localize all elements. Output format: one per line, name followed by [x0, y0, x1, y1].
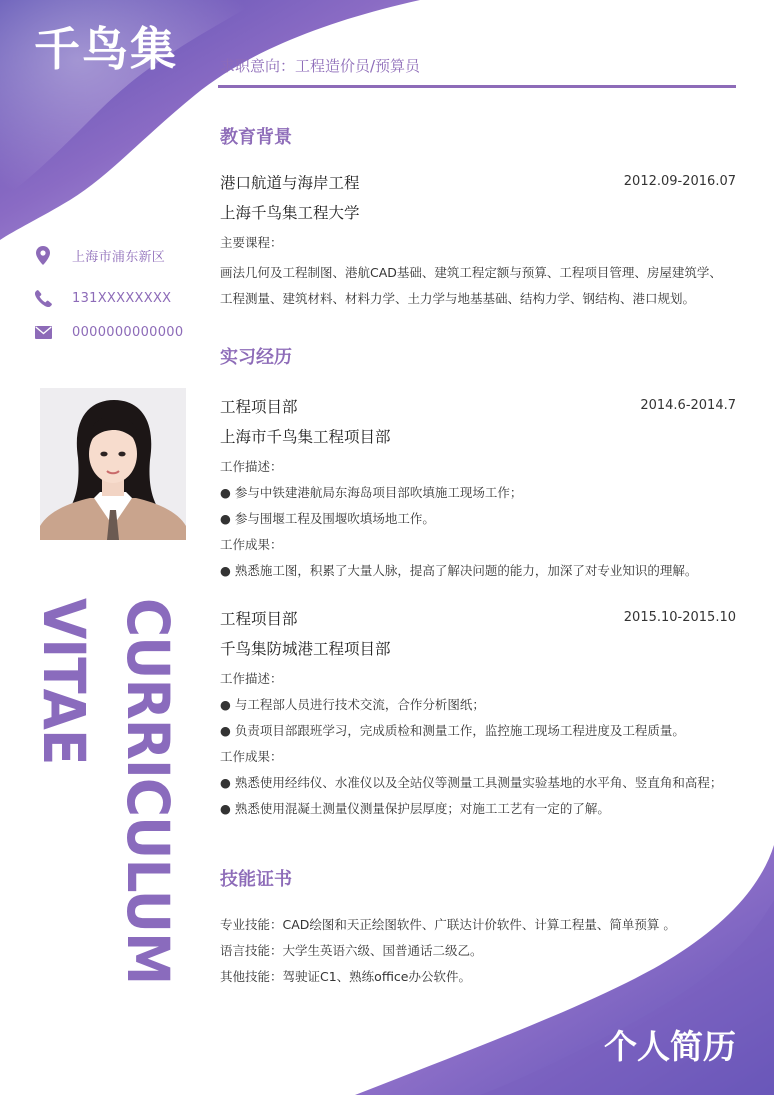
email-text: 0000000000000: [72, 324, 184, 340]
courses-line: 工程测量、建筑材料、材料力学、土力学与地基基础、结构力学、钢结构、港口规划。: [220, 291, 696, 306]
work-description-label: 工作描述：: [220, 459, 283, 474]
experience-entry: [220, 394, 738, 584]
address-text: 上海市浦东新区: [72, 249, 166, 265]
objective-divider: [218, 85, 736, 88]
experience-section: [220, 346, 738, 822]
experience-date: 2015.10-2015.10: [623, 610, 736, 625]
experience-dept: 工程项目部: [220, 610, 298, 628]
courses-label: 主要课程：: [220, 235, 283, 250]
education-entry-head: [220, 170, 738, 196]
experience-entry-head: [220, 606, 738, 632]
education-section: [220, 126, 738, 312]
skill-item: 其他技能：驾驶证C1、熟练office办公软件。: [220, 969, 471, 984]
curriculum-vertical-text: CURRICULUM: [114, 598, 182, 985]
skills-section: [220, 868, 738, 990]
experience-heading: 实习经历: [220, 347, 292, 368]
work-result-label: 工作成果：: [220, 537, 283, 552]
brand-name: 千鸟集: [34, 22, 178, 76]
work-result-item: ● 熟悉使用混凝土测量仪测量保护层厚度；对施工工艺有一定的了解。: [220, 801, 610, 816]
footer-title: 个人简历: [604, 1027, 736, 1066]
experience-company: 千鸟集防城港工程项目部: [220, 640, 391, 658]
experience-entry: [220, 606, 738, 822]
education-heading: 教育背景: [220, 127, 292, 148]
education-school: 上海千鸟集工程大学: [220, 204, 360, 222]
phone-icon: [34, 288, 52, 308]
experience-entry-head: [220, 394, 738, 420]
work-result-item: ● 熟悉施工图，积累了大量人脉，提高了解决问题的能力，加深了对专业知识的理解。: [220, 563, 698, 578]
mail-icon: [34, 322, 52, 342]
phone-text: 131XXXXXXXX: [72, 290, 172, 306]
work-result-label: 工作成果：: [220, 749, 283, 764]
contact-address: [34, 244, 165, 266]
skill-item: 专业技能：CAD绘图和天正绘图软件、广联达计价软件、计算工程量、简单预算 。: [220, 917, 676, 932]
work-description-item: ● 参与中铁建港航局东海岛项目部吹填施工现场工作；: [220, 485, 523, 500]
work-result-item: ● 熟悉使用经纬仪、水准仪以及全站仪等测量工具测量实验基地的水平角、竖直角和高程；: [220, 775, 723, 790]
skill-item: 语言技能：大学生英语六级、国普通话二级乙。: [220, 943, 483, 958]
education-date: 2012.09-2016.07: [623, 174, 736, 189]
contact-email: [34, 321, 183, 343]
experience-company: 上海市千鸟集工程项目部: [220, 428, 391, 446]
profile-photo: [40, 388, 186, 540]
job-objective: 求职意向：工程造价员/预算员: [220, 57, 421, 75]
work-description-item: ● 负责项目部跟班学习，完成质检和测量工作，监控施工现场工程进度及工程质量。: [220, 723, 685, 738]
work-description-item: ● 参与围堰工程及围堰吹填场地工作。: [220, 511, 435, 526]
contact-phone: [34, 287, 171, 309]
work-description-label: 工作描述：: [220, 671, 283, 686]
courses-line: 画法几何及工程制图、港航CAD基础、建筑工程定额与预算、工程项目管理、房屋建筑学、: [220, 265, 722, 280]
skills-heading: 技能证书: [220, 869, 292, 890]
location-icon: [34, 245, 52, 265]
vitae-vertical-text: VITAE: [30, 598, 98, 765]
experience-dept: 工程项目部: [220, 398, 298, 416]
education-major: 港口航道与海岸工程: [220, 174, 360, 192]
work-description-item: ● 与工程部人员进行技术交流，合作分析图纸；: [220, 697, 485, 712]
experience-date: 2014.6-2014.7: [640, 398, 736, 413]
